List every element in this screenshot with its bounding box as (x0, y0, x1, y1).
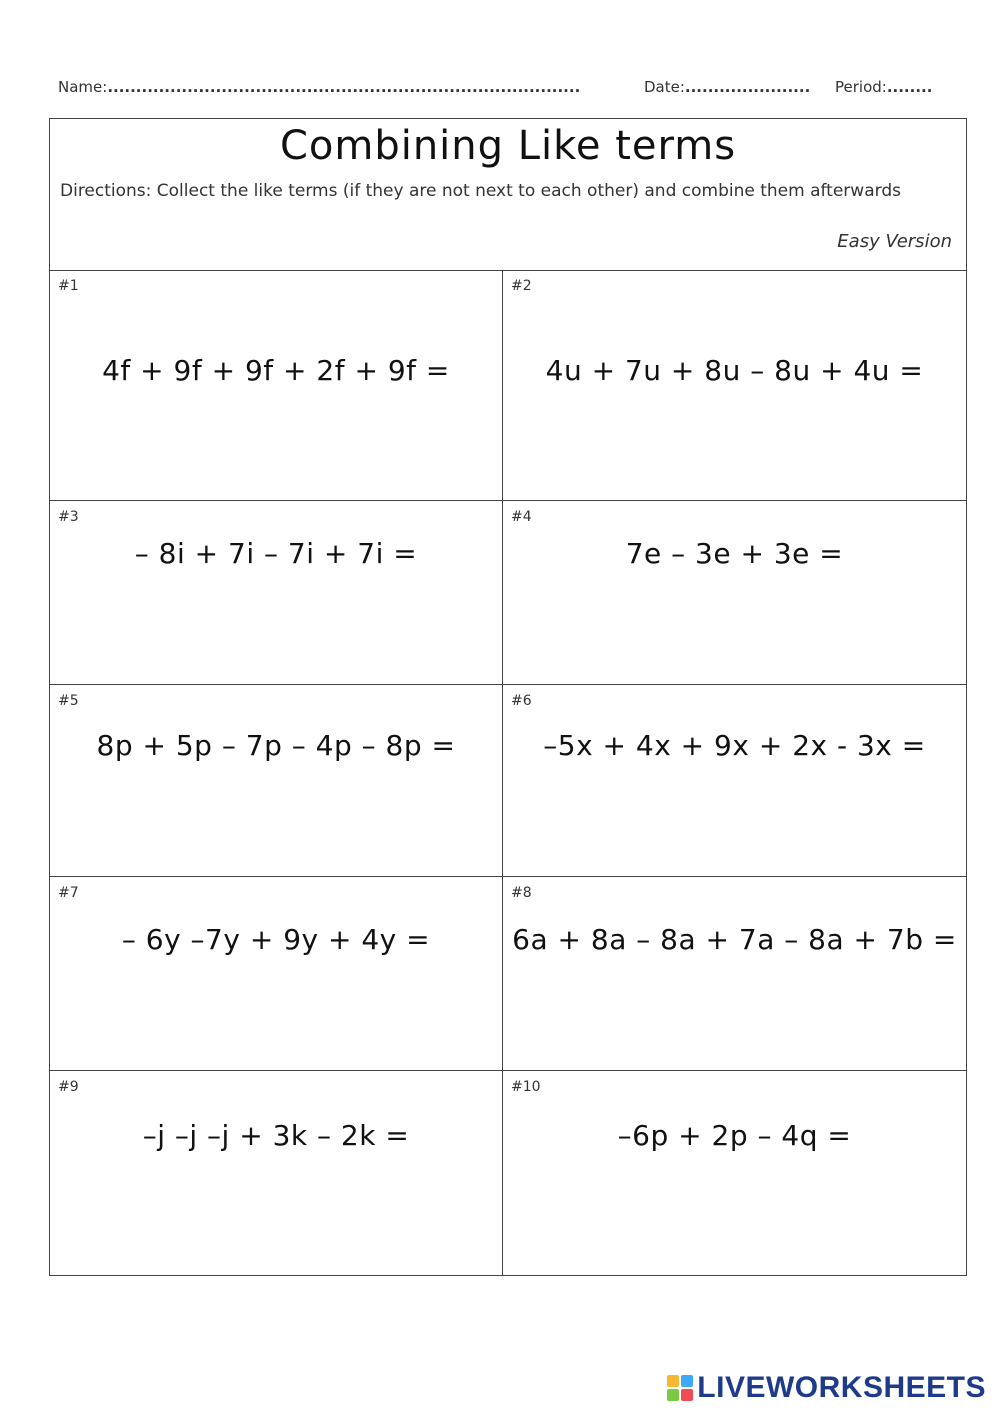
problem-expression: 4u + 7u + 8u – 8u + 4u = (545, 354, 924, 387)
brand-name: LIVEWORKSHEETS (697, 1371, 986, 1404)
problem-expression: – 6y –7y + 9y + 4y = (121, 923, 431, 956)
problem-number: #7 (58, 885, 79, 901)
worksheet (49, 118, 967, 1276)
problem-cell-8 (502, 877, 966, 1071)
problem-expression: –j –j –j + 3k – 2k = (142, 1119, 410, 1152)
date-field (644, 78, 810, 96)
problem-cell-3 (50, 501, 502, 685)
title-box (50, 119, 966, 271)
liveworksheets-logo (667, 1370, 986, 1406)
problem-cell-6 (502, 685, 966, 877)
problem-cell-10 (502, 1071, 966, 1275)
date-label: Date: (644, 78, 685, 96)
problem-expression: 6a + 8a – 8a + 7a – 8a + 7b = (512, 923, 957, 956)
name-dots: ................................................................................... (107, 78, 581, 96)
problem-number: #2 (511, 278, 532, 294)
problem-number: #5 (58, 693, 79, 709)
problem-expression: 7e – 3e + 3e = (625, 537, 844, 570)
problem-number: #9 (58, 1079, 79, 1095)
problem-expression: –6p + 2p – 4q = (617, 1119, 852, 1152)
problem-expression: –5x + 4x + 9x + 2x - 3x = (543, 729, 926, 762)
version-label: Easy Version (837, 231, 952, 252)
period-label: Period: (835, 78, 887, 96)
problem-number: #4 (511, 509, 532, 525)
problem-number: #1 (58, 278, 79, 294)
liveworksheets-logo-icon (667, 1375, 693, 1401)
problem-number: #10 (511, 1079, 541, 1095)
directions: Directions: Collect the like terms (if they are not next to each other) and combine them afterwards (60, 181, 901, 201)
problem-number: #6 (511, 693, 532, 709)
problem-cell-9 (50, 1071, 502, 1275)
period-dots: ........ (886, 78, 933, 96)
problem-expression: – 8i + 7i – 7i + 7i = (134, 537, 418, 570)
problem-cell-5 (50, 685, 502, 877)
name-field (58, 78, 580, 96)
problem-expression: 8p + 5p – 7p – 4p – 8p = (96, 729, 456, 762)
problem-number: #3 (58, 509, 79, 525)
period-field (835, 78, 932, 96)
date-dots: ...................... (684, 78, 811, 96)
problem-cell-4 (502, 501, 966, 685)
student-info-line (58, 78, 960, 100)
problem-number: #8 (511, 885, 532, 901)
problem-expression: 4f + 9f + 9f + 2f + 9f = (102, 354, 450, 387)
problem-cell-2 (502, 270, 966, 501)
problem-cell-7 (50, 877, 502, 1071)
page-title: Combining Like terms (279, 123, 737, 169)
problem-cell-1 (50, 270, 502, 501)
name-label: Name: (58, 78, 108, 96)
